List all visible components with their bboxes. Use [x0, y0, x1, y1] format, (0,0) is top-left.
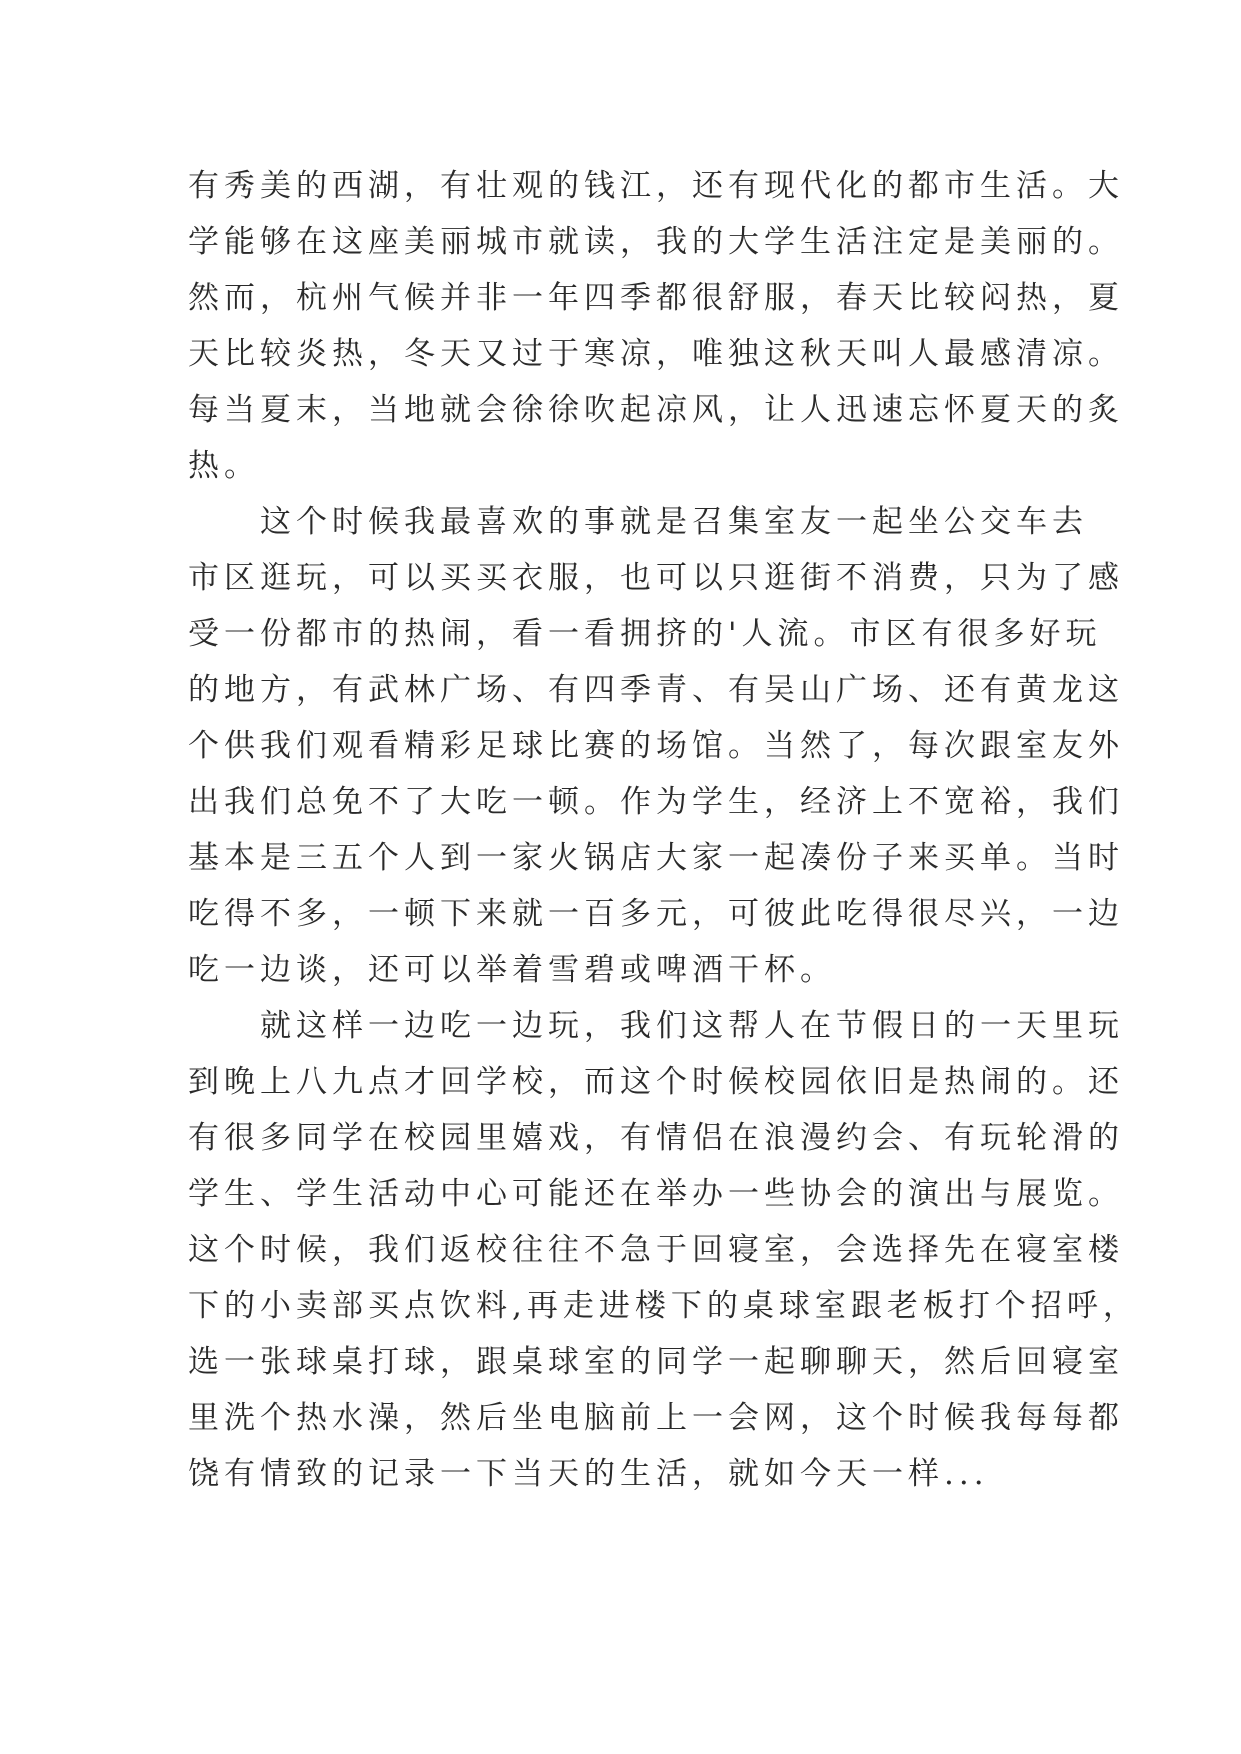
text-line: 饶有情致的记录一下当天的生活，就如今天一样...: [188, 1456, 989, 1492]
text-line: 这个时候，我们返校往往不急于回寝室，会选择先在寝室楼: [188, 1232, 1124, 1268]
text-line: 热。: [188, 448, 260, 484]
text-line: 的地方，有武林广场、有四季青、有吴山广场、还有黄龙这: [188, 672, 1124, 708]
document-body: [188, 158, 1139, 1502]
text-line: 选一张球桌打球，跟桌球室的同学一起聊聊天，然后回寝室: [188, 1344, 1124, 1380]
text-line: 市区逛玩，可以买买衣服，也可以只逛街不消费，只为了感: [188, 560, 1124, 596]
paragraph-first-line: 这个时候我最喜欢的事就是召集室友一起坐公交车去: [260, 504, 1088, 540]
text-line: 天比较炎热，冬天又过于寒凉，唯独这秋天叫人最感清凉。: [188, 336, 1124, 372]
text-line: 吃一边谈，还可以举着雪碧或啤酒干杯。: [188, 952, 836, 988]
text-line: 然而，杭州气候并非一年四季都很舒服，春天比较闷热，夏: [188, 280, 1124, 316]
text-line: 下的小卖部买点饮料,再走进楼下的桌球室跟老板打个招呼，: [188, 1288, 1139, 1324]
text-line: 有很多同学在校园里嬉戏，有情侣在浪漫约会、有玩轮滑的: [188, 1120, 1124, 1156]
paragraph-first-line: 就这样一边吃一边玩，我们这帮人在节假日的一天里玩: [260, 1008, 1124, 1044]
text-line: 学生、学生活动中心可能还在举办一些协会的演出与展览。: [188, 1176, 1124, 1212]
text-line: 学能够在这座美丽城市就读，我的大学生活注定是美丽的。: [188, 224, 1124, 260]
text-line: 出我们总免不了大吃一顿。作为学生，经济上不宽裕，我们: [188, 784, 1124, 820]
text-line: 吃得不多，一顿下来就一百多元，可彼此吃得很尽兴，一边: [188, 896, 1124, 932]
text-line: 受一份都市的热闹，看一看拥挤的'人流。市区有很多好玩: [188, 616, 1102, 652]
text-line: 个供我们观看精彩足球比赛的场馆。当然了，每次跟室友外: [188, 728, 1124, 764]
text-line: 到晚上八九点才回学校，而这个时候校园依旧是热闹的。还: [188, 1064, 1124, 1100]
text-line: 有秀美的西湖，有壮观的钱江，还有现代化的都市生活。大: [188, 168, 1124, 204]
text-line: 里洗个热水澡，然后坐电脑前上一会网，这个时候我每每都: [188, 1400, 1124, 1436]
text-line: 每当夏末，当地就会徐徐吹起凉风，让人迅速忘怀夏天的炙: [188, 392, 1124, 428]
text-line: 基本是三五个人到一家火锅店大家一起凑份子来买单。当时: [188, 840, 1124, 876]
